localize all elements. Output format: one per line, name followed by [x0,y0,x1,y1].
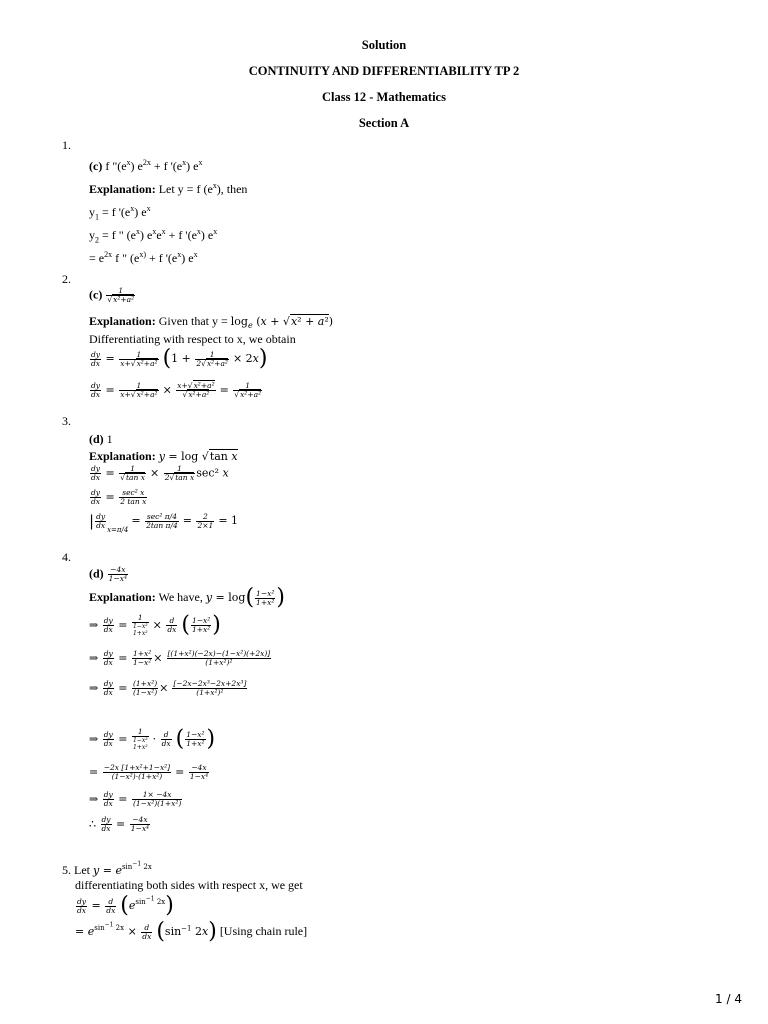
q4-eq-7: ∴ $\frac{dy}{dx}$ = $\frac{-4x}{\text{1−x⁴}}$ [89,815,150,833]
q5-eq-1: $\frac{dy}{dx}$ = $\frac{d}{dx}$ $(e^{sin^{-1} 2x})$ [77,893,174,919]
q1-option: (c) [89,159,103,173]
q1-explanation: Explanation: Let y = f $(e^x)$, then [89,181,248,196]
q5-lead-text: Let [74,862,93,877]
q4-answer: (d) $\frac{-4x}{\text{1−x⁴}}$ [89,565,127,583]
q2-number: 2. [62,272,71,286]
page-number: 1 / 4 [715,992,742,1006]
q3-eq-2: $\frac{dy}{dx}$ = sec² x 2 tan x [91,488,147,506]
q4-eq-6: ⇒ $\frac{dy}{dx}$ = $\frac{1\times -4x}{\text{(1−x²)(1+x²)}}$ [89,790,182,808]
q2-eq-1: $\frac{dy}{dx}$ = $\frac{1}{\text{x+√x²+a²}}$ (1 + $\frac{1}{\text{2√x²+a²}}$ × 2x) [91,346,268,371]
q4-explanation-text: We have, [158,589,206,604]
q4-option: (d) [89,566,104,581]
q2-explanation-text: Given that y = [158,314,231,328]
q3-explanation: Explanation: y = log √tan x [89,449,238,463]
q1-answer: (c) f "$(e^x) e^{2x} + f$ '$(e^x)$ $e^x$ [89,158,203,173]
q4-eq-4: ⇒ $\frac{dy}{dx}$ = 1 1−x² 1+x² · $\frac{d}{dx}$ ( $\frac{\text{1−x²}}{\text{1+x²}}$ ) [89,726,216,752]
q1-line-1: $y_1 = f$ '$(e^x)$ $e^x$ [89,204,151,222]
q5-chain-note: [Using chain rule] [219,923,308,938]
q1-line-2: $y_2 = f$ " $(e^x) e^xe^x + f$ '$(e^x)$ $e^x$ [89,227,218,245]
section-heading: Section A [358,116,410,130]
q4-explanation: Explanation: We have, y = log( $\frac{\text{1−x²}}{\text{1+x²}}$ ) [89,585,285,610]
q3-number: 3. [62,414,71,428]
q4-eq-2: ⇒ $\frac{dy}{dx}$ = $\frac{\text{1+x²}}{\text{1−x²}}$ × $\frac{\text{[(1+x²)(−2x)−(1−x²)(+2x)]}}{\text{(1+x²)²}}$ [89,649,271,667]
q4-eq-5: = $\frac{\text{−2x [1+x²+1−x²]}}{\text{(1−x²)·(1+x²)}}$ = $\frac{-4x}{\text{1−x⁴}}$ [89,763,209,781]
q3-explanation-label: Explanation: [89,449,156,463]
q3-eq-3: | $\frac{dy}{dx}$ $_{x=\pi/4}$ = sec² π/4 2tan π/4 = $\frac{2}{2\times 1}$ = 1 [89,511,239,534]
document-subtitle: CONTINUITY AND DIFFERENTIABILITY TP 2 [248,64,520,78]
q1-line-3: = $e^{2x}$ f " ($e^{x)} + f$ '$(e^x)$ $e^x$ [89,250,198,265]
class-line: Class 12 - Mathematics [322,90,446,104]
q1-explanation-label: Explanation: [89,182,156,196]
q4-eq-1: ⇒ $\frac{dy}{dx}$ = 1 1−x² 1+x² × $\frac{d}{dx}$ ( $\frac{\text{1−x²}}{\text{1+x²}}$ ) [89,612,221,638]
q3-option: (d) [89,432,104,446]
q2-answer: (c) $\frac{1}{\text{√x²+a²}}$ [89,286,135,304]
q2-explanation-label: Explanation: [89,314,156,328]
q5-lead: 5. Let $y = e^{sin^{-1} 2x}$ [62,861,152,877]
q4-eq-3: ⇒ $\frac{dy}{dx}$ = $\frac{\text{(1+x²)}}{\text{(1−x²)}}$ × $\frac{\text{[−2x−2x³−2x+2x³]}}{\text{(1+x²)²}}$ [89,679,247,697]
q5-eq-2: = $e^{sin^{-1} 2x}$ × $\frac{d}{dx}$ ($\sin^{-1}$ 2x) [Using chain rule] [75,919,308,945]
q3-answer-value: 1 [106,432,113,446]
q3-answer [89,432,113,447]
q5-line-2: differentiating both sides with respect x, we get [75,878,303,892]
q2-eq-2: $\frac{dy}{dx}$ = $\frac{1}{\text{x+√x²+a²}}$ × $\frac{\text{x+√x²+a²}}{\text{√x²+a²}}$ = $\frac{1}{\text{√x²+a²}}$ [91,381,262,399]
q1-number: 1. [62,138,71,152]
q2-line-2: Differentiating with respect to x, we obtain [89,332,296,346]
q4-number: 4. [62,550,71,564]
q5-number: 5. [62,862,71,877]
q2-option: (c) [89,287,103,302]
q4-explanation-label: Explanation: [89,589,156,604]
q3-eq-1: $\frac{dy}{dx}$ = $\frac{1}{\text{√tan x}}$ × $\frac{1}{\text{2√tan x}}$ sec² x [91,464,229,482]
document-title: Solution [361,38,407,52]
q2-explanation: Explanation: Given that $y = \log_e (x + √x^2 + a^2)$ [89,314,334,331]
